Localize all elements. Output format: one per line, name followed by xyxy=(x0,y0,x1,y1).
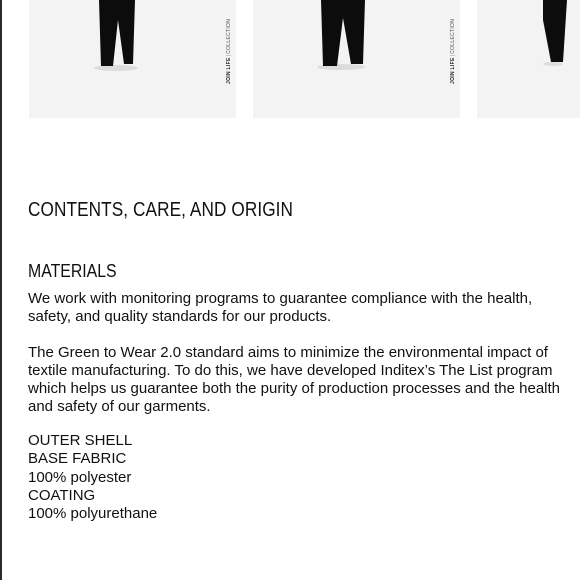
product-card-caption xyxy=(226,18,232,84)
trousers-icon xyxy=(477,0,580,118)
composition-coating-value: 100% polyurethane xyxy=(28,505,158,523)
composition-base-fabric-value: 100% polyester xyxy=(28,468,132,486)
composition-list xyxy=(28,432,157,523)
product-card-caption xyxy=(450,18,456,84)
green-to-wear-paragraph: The Green to Wear 2.0 standard aims to minimize the environmental impact of textile manufacturing. To do this, we have developed Inditex’s The List program which helps us guarantee both the purity of production processes and the health and safety of our garments. xyxy=(28,344,561,415)
collection-label: COLLECTION xyxy=(450,18,456,54)
caption-separator: | xyxy=(450,54,456,57)
product-image-card-1[interactable] xyxy=(29,0,236,118)
collection-label: COLLECTION xyxy=(226,18,232,54)
brand-label: JOIN LIFE xyxy=(226,57,232,84)
product-image-carousel[interactable] xyxy=(0,0,580,120)
composition-outer-shell: OUTER SHELL xyxy=(28,432,133,449)
composition-base-fabric: BASE FABRIC xyxy=(28,450,127,468)
composition-coating: COATING xyxy=(28,486,96,504)
trousers-icon xyxy=(29,0,236,118)
product-image-card-3[interactable] xyxy=(477,0,580,118)
trousers-icon xyxy=(253,0,460,118)
product-image-card-2[interactable] xyxy=(253,0,460,118)
materials-heading: MATERIALS xyxy=(28,261,117,281)
section-title: CONTENTS, CARE, AND ORIGIN xyxy=(28,199,294,221)
brand-label: JOIN LIFE xyxy=(450,57,456,84)
compliance-paragraph: We work with monitoring programs to guarantee compliance with the health, safety, and quality standards for our products. xyxy=(28,290,533,325)
caption-separator: | xyxy=(226,54,232,57)
